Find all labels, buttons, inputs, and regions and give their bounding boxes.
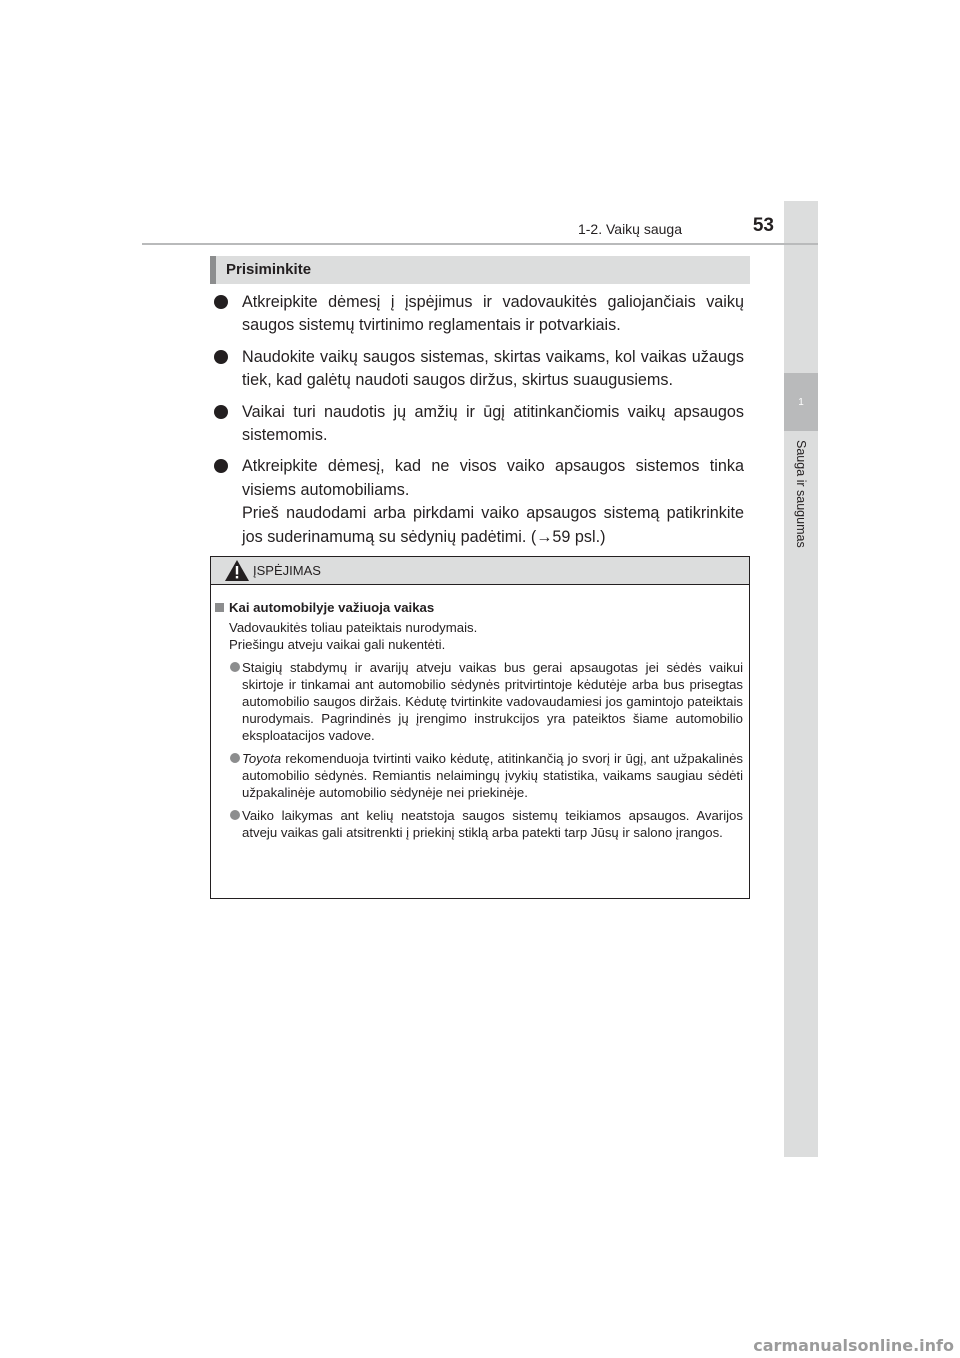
warning-box [210, 556, 750, 899]
warning-triangle-icon [225, 560, 249, 581]
chapter-title: Sauga ir saugumas [794, 440, 808, 548]
square-bullet-icon [215, 603, 224, 612]
notice-item [214, 455, 744, 549]
notice-item-text: Vaikai turi naudotis jų amžių ir ūgį atitinkančiomis vaikų apsaugos sistemomis. [242, 402, 744, 445]
notice-item-extra: Prieš naudodami arba pirkdami vaiko apsaugos sistemą patikrinkite jos suderinamumą su sėdynių padėtimi. (→59 psl.) [242, 504, 744, 546]
warning-subheading [215, 599, 743, 616]
chapter-side-tab [784, 201, 818, 1157]
notice-item [214, 346, 744, 393]
bullet-icon [214, 405, 228, 419]
page-number: 53 [752, 215, 774, 236]
warning-item [215, 659, 743, 744]
warning-item-text: rekomenduoja tvirtinti vaiko kėdutę, atitinkančią jo svorį ir ūgį, ant užpakalinės automobilio sėdynės. Remiantis nelaimingų įvykių statistika, vaikams saugiau sėdėti užpakalinėje automobilio sėdynėje nei priekinėje. [242, 751, 743, 800]
watermark: carmanualsonline.info [753, 1336, 954, 1355]
warning-intro-line: Priešingu atveju vaikai gali nukentėti. [229, 637, 446, 652]
bullet-icon [214, 350, 228, 364]
section-title: 1-2. Vaikų sauga [577, 221, 682, 237]
notice-item [214, 291, 744, 338]
brand-name: Toyota [242, 751, 282, 766]
bullet-icon [214, 459, 228, 473]
notice-list [214, 291, 744, 557]
warning-subheading-text: Kai automobilyje važiuoja vaikas [229, 600, 435, 615]
warning-header [211, 557, 749, 585]
warning-list [215, 659, 743, 841]
header-rule [142, 243, 818, 245]
notice-item-text: Atkreipkite dėmesį į įspėjimus ir vadovaukitės galiojančiais vaikų saugos sistemų tvirtinimo reglamentais ir potvarkiais. [242, 293, 744, 335]
warning-label: ĮSPĖJIMAS [253, 563, 321, 578]
warning-body [211, 585, 749, 841]
notice-title: Prisiminkite [210, 256, 750, 284]
notice-item-text: Naudokite vaikų saugos sistemas, skirtas vaikams, kol vaikas užaugs tiek, kad galėtų naudoti saugos diržus, skirtus suaugusiems. [242, 347, 744, 390]
bullet-icon [230, 753, 240, 763]
warning-intro-line: Vadovaukitės toliau pateiktais nurodymais. [229, 620, 478, 635]
warning-item-text: Staigių stabdymų ir avarijų atveju vaikas bus gerai apsaugotas jei sėdės vaikui skirtoje ir tinkamai ant automobilio sėdynės pritvirtintoje kėdutėje arba bus prisegtas automobilio saugos diržais. Kėdutę tvirtinkite vadovaudamiesi jos gamintojo pateiktais nurodymais. Pagrindinės jų įrengimo instrukcijos yra pateiktos šiame automobilio eksploatacijos vadove. [242, 660, 743, 743]
notice-item [214, 401, 744, 448]
warning-intro [215, 619, 743, 653]
bullet-icon [230, 662, 240, 672]
notice-item-text: Atkreipkite dėmesį, kad ne visos vaiko apsaugos sistemos tinka visiems automobiliams. [242, 457, 744, 499]
chapter-number: 1 [784, 373, 818, 431]
warning-item [215, 807, 743, 841]
bullet-icon [230, 810, 240, 820]
bullet-icon [214, 295, 228, 309]
warning-item-text: Vaiko laikymas ant kelių neatstoja saugos sistemų teikiamos apsaugos. Avarijos atveju vaikas gali atsitrenkti į priekinį stiklą arba patekti tarp Jūsų ir salono įrangos. [242, 808, 743, 840]
warning-item [215, 750, 743, 801]
